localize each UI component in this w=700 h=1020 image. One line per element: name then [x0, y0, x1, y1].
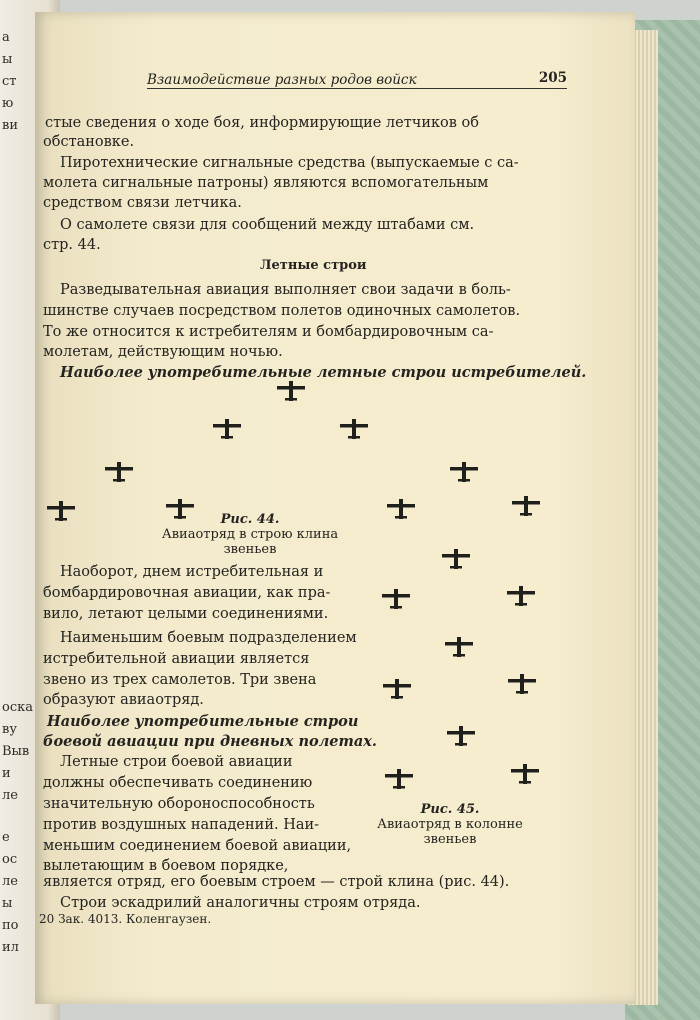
text-line: звено из трех самолетов. Три звена: [43, 672, 317, 688]
text-line: бомбардировочная авиации, как пра-: [43, 585, 331, 601]
facing-page-text: ви: [2, 118, 18, 133]
airplane-icon: [447, 724, 475, 748]
airplane-icon: [387, 497, 415, 521]
text-line: вылетающим в боевом порядке,: [43, 858, 289, 874]
facing-page-text: ле: [2, 788, 18, 803]
figure-44-caption: [135, 512, 365, 557]
airplane-icon: [213, 417, 241, 441]
facing-page-text: и: [2, 766, 11, 781]
facing-page-text: по: [2, 918, 19, 933]
text-line: Пиротехнические сигнальные средства (выпускаемые с са-: [60, 155, 519, 171]
text-line: вило, летают целыми соединениями.: [43, 606, 329, 622]
airplane-icon: [507, 584, 535, 608]
facing-page-text: а: [2, 30, 10, 45]
text-line: боевой авиации при дневных полетах.: [43, 733, 377, 750]
airplane-icon: [508, 672, 536, 696]
text-line: молета сигнальные патроны) являются вспомогательным: [43, 175, 489, 191]
figure-number: Рис. 45.: [420, 802, 480, 817]
facing-page-text: Выв: [2, 744, 30, 759]
facing-page-text: ю: [2, 96, 14, 111]
airplane-icon: [511, 762, 539, 786]
text-line: должны обеспечивать соединению: [43, 775, 313, 791]
figure-number: Рис. 44.: [220, 512, 280, 527]
section-title: Летные строи: [260, 258, 367, 273]
text-line: молетам, действующим ночью.: [43, 344, 283, 360]
facing-page-text: ил: [2, 940, 19, 955]
figure-45-caption: [360, 802, 540, 847]
facing-page-text: ле: [2, 874, 18, 889]
text-line: Наоборот, днем истребительная и: [60, 564, 324, 580]
text-line: Наиболее употребительные летные строи истребителей.: [60, 364, 587, 381]
text-line: Наиболее употребительные строи: [47, 713, 359, 730]
text-line: О самолете связи для сообщений между штабами см.: [60, 217, 475, 233]
text-line: истребительной авиации является: [43, 651, 310, 667]
figure-title: звеньев: [423, 832, 477, 847]
facing-page-text: ы: [2, 896, 13, 911]
text-line: средством связи летчика.: [43, 195, 242, 211]
facing-page-text: оска: [2, 700, 33, 715]
airplane-icon: [445, 635, 473, 659]
running-title: Взаимодействие разных родов войск: [147, 72, 417, 88]
facing-page-text: ы: [2, 52, 13, 67]
airplane-icon: [512, 494, 540, 518]
facing-page-text: ву: [2, 722, 17, 737]
facing-page-text: ст: [2, 74, 17, 89]
airplane-icon: [105, 460, 133, 484]
airplane-icon: [450, 460, 478, 484]
text-line: обстановке.: [43, 134, 135, 150]
text-line: Разведывательная авиация выполняет свои задачи в боль-: [60, 282, 511, 298]
airplane-icon: [340, 417, 368, 441]
text-line: стр. 44.: [43, 237, 101, 253]
airplane-icon: [277, 379, 305, 403]
page-number: 205: [538, 70, 567, 86]
text-line: То же относится к истребителям и бомбардировочным са-: [43, 324, 494, 340]
facing-page-text: ос: [2, 852, 18, 867]
text-line: Летные строи боевой авиации: [60, 754, 293, 770]
figure-title: Авиаотряд в строю клина звеньев: [161, 527, 339, 557]
text-line: стые сведения о ходе боя, информирующие летчиков об: [45, 115, 480, 131]
airplane-icon: [385, 767, 413, 791]
airplane-icon: [47, 499, 75, 523]
running-header: [147, 72, 567, 89]
text-line: против воздушных нападений. Наи-: [43, 817, 320, 833]
text-line: является отряд, его боевым строем — строй клина (рис. 44).: [43, 874, 510, 890]
text-line: значительную обороноспособность: [43, 796, 315, 812]
figure-title: Авиаотряд в колонне: [377, 817, 523, 832]
book-page: [35, 12, 635, 1004]
airplane-icon: [383, 677, 411, 701]
text-line: Наименьшим боевым подразделением: [60, 630, 357, 646]
text-line: меньшим соединением боевой авиации,: [43, 838, 352, 854]
airplane-icon: [382, 587, 410, 611]
text-line: образуют авиаотряд.: [43, 692, 204, 708]
airplane-icon: [442, 547, 470, 571]
facing-page-text: е: [2, 830, 10, 845]
printer-footer: 20 Зак. 4013. Коленгаузен.: [39, 912, 212, 926]
text-line: Строи эскадрилий аналогичны строям отряда.: [60, 895, 421, 911]
text-line: шинстве случаев посредством полетов одиночных самолетов.: [43, 303, 521, 319]
